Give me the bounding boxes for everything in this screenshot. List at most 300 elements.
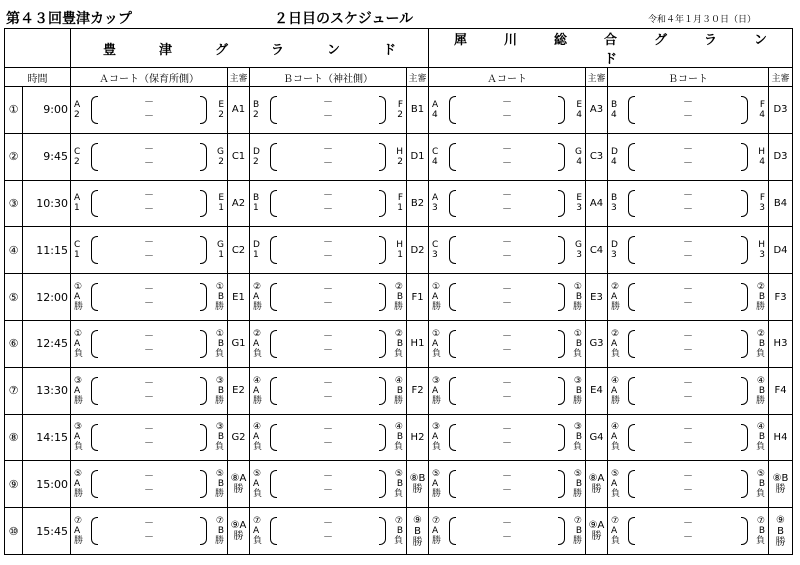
- away-team: [394, 516, 403, 546]
- away-team-line: 負: [214, 348, 224, 359]
- referee-code: G2: [231, 431, 246, 443]
- away-team-line: B: [396, 479, 403, 490]
- away-team-line: B: [575, 292, 582, 303]
- left-bracket: [91, 96, 98, 124]
- right-bracket: [558, 377, 565, 405]
- slot-time: 9:00: [23, 87, 71, 134]
- referee-cell: [228, 414, 250, 461]
- away-team-line: ①: [573, 328, 582, 339]
- score-entry: [144, 377, 154, 405]
- score-dash: －: [683, 298, 693, 310]
- away-team: [397, 100, 403, 120]
- away-team: [394, 469, 403, 499]
- away-team-line: ⑤: [394, 469, 403, 480]
- referee-code: E4: [590, 385, 603, 397]
- away-team-line: 勝: [572, 395, 582, 406]
- away-team: [759, 193, 765, 213]
- venue-char: 豊: [102, 42, 116, 58]
- right-bracket: [558, 470, 565, 498]
- slot-time: 15:45: [23, 508, 71, 555]
- away-team-line: 2: [397, 109, 403, 120]
- match-cell: [429, 320, 586, 367]
- referee-cell: [228, 133, 250, 180]
- match-cell: [429, 508, 586, 555]
- right-bracket: [741, 517, 748, 545]
- away-team: [215, 469, 224, 499]
- home-team-line: ①: [74, 328, 83, 339]
- home-team-line: ①: [432, 328, 441, 339]
- away-team-line: 負: [393, 536, 403, 547]
- match-cell: [429, 133, 586, 180]
- referee-code: C1: [231, 151, 246, 163]
- match-cell: [250, 180, 407, 227]
- away-team-line: 負: [214, 442, 224, 453]
- home-team: [74, 100, 80, 120]
- score-dash: －: [683, 204, 693, 216]
- right-bracket: [379, 424, 386, 452]
- away-team-line: ②: [394, 282, 403, 293]
- away-team-line: B: [758, 479, 765, 490]
- score-dash: －: [323, 96, 333, 108]
- score-dash: －: [144, 330, 154, 342]
- venue-char: 川: [503, 33, 517, 48]
- referee-code: B4: [773, 197, 788, 209]
- score-entry: [502, 423, 512, 451]
- left-bracket: [270, 470, 277, 498]
- score-entry: [323, 470, 333, 498]
- score-dash: －: [502, 96, 512, 108]
- slot-number: ②: [5, 133, 23, 180]
- referee-cell: [407, 227, 429, 274]
- home-team-line: 負: [611, 536, 621, 547]
- home-team-line: 勝: [253, 302, 263, 313]
- away-team: [215, 282, 224, 312]
- home-team: [74, 422, 83, 452]
- home-team-line: A: [432, 479, 439, 490]
- away-team-line: G: [217, 146, 224, 157]
- home-team-line: ③: [432, 422, 441, 433]
- home-team-line: 3: [432, 250, 438, 261]
- home-team-line: 3: [432, 203, 438, 214]
- score-entry: [502, 96, 512, 124]
- referee-code: H3: [773, 338, 788, 350]
- score-dash: －: [144, 438, 154, 450]
- slot-number: ⑧: [5, 414, 23, 461]
- match-cell: [71, 414, 228, 461]
- left-bracket: [449, 190, 456, 218]
- venue-char: 総: [553, 33, 567, 48]
- away-team: [394, 422, 403, 452]
- match-cell: [429, 180, 586, 227]
- right-bracket: [558, 330, 565, 358]
- referee-code: F2: [411, 385, 424, 397]
- home-team-line: 勝: [74, 489, 84, 500]
- score-dash: －: [323, 251, 333, 263]
- away-team-line: 勝: [572, 489, 582, 500]
- referee-code: 勝: [591, 531, 602, 543]
- home-team-line: A: [253, 385, 260, 396]
- right-bracket: [200, 377, 207, 405]
- away-team-line: B: [217, 338, 224, 349]
- score-entry: [683, 423, 693, 451]
- match-cell: [71, 180, 228, 227]
- right-bracket: [741, 96, 748, 124]
- score-dash: －: [144, 96, 154, 108]
- away-team-line: 負: [393, 348, 403, 359]
- score-dash: －: [323, 143, 333, 155]
- away-team-line: 負: [393, 489, 403, 500]
- away-team: [756, 376, 765, 406]
- home-team-line: ⑤: [611, 469, 620, 480]
- away-team-line: B: [396, 385, 403, 396]
- right-bracket: [379, 517, 386, 545]
- slot-number: ⑨: [5, 461, 23, 508]
- referee-cell: [769, 227, 793, 274]
- score-dash: －: [323, 391, 333, 403]
- home-team-line: A: [253, 526, 260, 537]
- home-team: [253, 329, 262, 359]
- score-dash: －: [502, 143, 512, 155]
- slot-time: 15:00: [23, 461, 71, 508]
- score-dash: －: [502, 190, 512, 202]
- score-dash: －: [502, 485, 512, 497]
- home-team-line: A: [611, 385, 618, 396]
- away-team-line: ②: [394, 328, 403, 339]
- left-bracket: [628, 96, 635, 124]
- left-bracket: [449, 143, 456, 171]
- left-bracket: [91, 330, 98, 358]
- match-cell: [608, 367, 769, 414]
- referee-code: B: [777, 525, 784, 537]
- score-entry: [144, 236, 154, 264]
- left-bracket: [628, 377, 635, 405]
- schedule-table: [4, 28, 793, 555]
- left-bracket: [270, 424, 277, 452]
- home-team-line: D: [253, 146, 260, 157]
- away-team-line: F: [759, 99, 765, 110]
- away-team-line: F: [759, 193, 765, 204]
- left-bracket: [449, 236, 456, 264]
- referee-cell: [586, 508, 608, 555]
- home-team-line: ④: [611, 422, 620, 433]
- match-cell: [250, 274, 407, 321]
- away-team-line: 4: [759, 109, 765, 120]
- left-bracket: [449, 424, 456, 452]
- score-entry: [323, 143, 333, 171]
- score-entry: [502, 283, 512, 311]
- home-team-line: 負: [611, 348, 621, 359]
- home-team-line: A: [74, 338, 81, 349]
- home-team-line: A: [74, 292, 81, 303]
- match-cell: [608, 320, 769, 367]
- score-entry: [144, 517, 154, 545]
- time-slot-row: [5, 227, 793, 274]
- home-team: [74, 469, 83, 499]
- home-team-line: A: [611, 432, 618, 443]
- away-team: [215, 329, 224, 359]
- time-slot-row: [5, 180, 793, 227]
- home-team: [611, 376, 620, 406]
- home-team-line: C: [74, 240, 81, 251]
- home-team-line: 勝: [611, 395, 621, 406]
- score-dash: －: [144, 471, 154, 483]
- away-team-line: ⑦: [394, 516, 403, 527]
- right-bracket: [200, 143, 207, 171]
- match-cell: [429, 87, 586, 134]
- match-cell: [71, 461, 228, 508]
- score-dash: －: [502, 110, 512, 122]
- away-team-line: B: [575, 385, 582, 396]
- away-team-line: 勝: [572, 536, 582, 547]
- score-dash: －: [144, 424, 154, 436]
- referee-code: B: [414, 525, 421, 537]
- referee-code: A3: [589, 104, 604, 116]
- away-team-line: ⑤: [573, 469, 582, 480]
- away-team: [573, 282, 582, 312]
- score-dash: －: [683, 344, 693, 356]
- away-team-line: 3: [759, 250, 765, 261]
- home-team-line: 4: [432, 156, 438, 167]
- home-team-line: ②: [611, 328, 620, 339]
- score-entry: [502, 377, 512, 405]
- home-team-line: B: [253, 99, 260, 110]
- away-team-line: B: [575, 526, 582, 537]
- home-team-line: A: [253, 432, 260, 443]
- score-dash: －: [323, 532, 333, 544]
- venue-char: ン: [326, 42, 340, 58]
- referee-cell: [586, 133, 608, 180]
- score-dash: －: [502, 284, 512, 296]
- home-team-line: ③: [74, 422, 83, 433]
- score-entry: [683, 517, 693, 545]
- referee-cell: [586, 320, 608, 367]
- score-dash: －: [144, 518, 154, 530]
- home-team-line: ④: [253, 375, 262, 386]
- left-bracket: [449, 330, 456, 358]
- away-team: [573, 376, 582, 406]
- referee-code: D2: [410, 244, 425, 256]
- home-team-line: 勝: [74, 302, 84, 313]
- right-bracket: [379, 283, 386, 311]
- away-team-line: B: [575, 479, 582, 490]
- referee-code: G3: [589, 338, 604, 350]
- home-team-line: B: [253, 193, 260, 204]
- score-dash: －: [323, 190, 333, 202]
- venue-char: ド: [603, 52, 617, 67]
- left-bracket: [91, 283, 98, 311]
- away-team-line: E: [218, 193, 224, 204]
- away-team: [576, 193, 582, 213]
- home-team-line: A: [253, 479, 260, 490]
- left-bracket: [449, 470, 456, 498]
- referee-code: G1: [231, 338, 246, 350]
- referee-cell: [769, 508, 793, 555]
- right-bracket: [200, 190, 207, 218]
- left-bracket: [270, 517, 277, 545]
- away-team-line: 勝: [214, 302, 224, 313]
- referee-code: ⑨: [413, 514, 422, 526]
- away-team-line: B: [575, 338, 582, 349]
- referee-cell: [407, 274, 429, 321]
- away-team-line: B: [758, 526, 765, 537]
- left-bracket: [91, 424, 98, 452]
- away-team-line: ①: [573, 282, 582, 293]
- away-team-line: 2: [218, 156, 224, 167]
- left-bracket: [91, 517, 98, 545]
- score-entry: [683, 143, 693, 171]
- home-team: [253, 376, 262, 406]
- left-bracket: [270, 377, 277, 405]
- away-team-line: 3: [576, 250, 582, 261]
- home-team-line: D: [611, 240, 618, 251]
- match-cell: [71, 508, 228, 555]
- right-bracket: [200, 424, 207, 452]
- score-entry: [683, 330, 693, 358]
- match-cell: [71, 87, 228, 134]
- home-team: [611, 100, 617, 120]
- home-team-line: 1: [253, 250, 259, 261]
- away-team-line: 4: [576, 156, 582, 167]
- home-team-line: ③: [432, 375, 441, 386]
- time-slot-row: [5, 508, 793, 555]
- score-dash: －: [502, 237, 512, 249]
- referee-cell: [407, 320, 429, 367]
- home-team-line: 勝: [432, 302, 442, 313]
- away-team-line: ①: [215, 282, 224, 293]
- away-team-line: ⑤: [756, 469, 765, 480]
- home-team-line: D: [611, 146, 618, 157]
- match-cell: [429, 274, 586, 321]
- home-team-line: A: [611, 292, 618, 303]
- referee-cell: [407, 414, 429, 461]
- home-team: [74, 329, 83, 359]
- score-dash: －: [323, 330, 333, 342]
- away-team-line: ⑦: [756, 516, 765, 527]
- referee-code: C3: [589, 151, 604, 163]
- away-team: [573, 422, 582, 452]
- home-team: [432, 469, 441, 499]
- score-dash: －: [323, 471, 333, 483]
- left-bracket: [270, 283, 277, 311]
- home-team: [74, 147, 80, 167]
- referee-cell: [769, 274, 793, 321]
- away-team-line: G: [575, 240, 582, 251]
- score-dash: －: [683, 438, 693, 450]
- away-team-line: B: [396, 432, 403, 443]
- away-team-line: B: [396, 292, 403, 303]
- away-team-line: 勝: [755, 395, 765, 406]
- venue-char: グ: [214, 42, 228, 58]
- score-entry: [144, 423, 154, 451]
- match-cell: [608, 461, 769, 508]
- referee-code: C4: [589, 244, 604, 256]
- score-entry: [502, 189, 512, 217]
- column-header-row: [5, 68, 793, 87]
- court-b2-header: Ｂコート: [608, 68, 769, 87]
- right-bracket: [741, 143, 748, 171]
- home-team: [253, 282, 262, 312]
- match-cell: [250, 461, 407, 508]
- away-team-line: 1: [218, 250, 224, 261]
- away-team-line: G: [217, 240, 224, 251]
- home-team-line: C: [432, 240, 439, 251]
- referee-code: D3: [773, 104, 788, 116]
- home-team: [74, 240, 80, 260]
- score-dash: －: [502, 377, 512, 389]
- score-entry: [683, 96, 693, 124]
- referee-header: 主審: [769, 68, 793, 87]
- score-entry: [144, 330, 154, 358]
- slot-time: 9:45: [23, 133, 71, 180]
- venue-char: ラ: [703, 33, 717, 48]
- venue-char: 合: [603, 33, 617, 48]
- venue-toyotsu-ground: [71, 29, 429, 68]
- left-bracket: [270, 143, 277, 171]
- referee-code: ⑨A: [588, 520, 605, 532]
- home-team: [253, 422, 262, 452]
- match-cell: [250, 133, 407, 180]
- away-team-line: 4: [576, 109, 582, 120]
- match-cell: [250, 320, 407, 367]
- home-team: [432, 422, 441, 452]
- score-dash: －: [502, 424, 512, 436]
- home-team-line: 勝: [611, 302, 621, 313]
- home-team-line: 負: [74, 442, 84, 453]
- match-cell: [71, 133, 228, 180]
- away-team-line: B: [217, 526, 224, 537]
- home-team-line: B: [611, 99, 618, 110]
- away-team-line: G: [575, 146, 582, 157]
- home-team-line: ⑦: [611, 516, 620, 527]
- referee-cell: [586, 461, 608, 508]
- away-team: [575, 240, 582, 260]
- referee-code: E2: [232, 385, 245, 397]
- away-team: [573, 516, 582, 546]
- home-team-line: 負: [432, 442, 442, 453]
- slot-time: 13:30: [23, 367, 71, 414]
- away-team: [217, 147, 224, 167]
- score-entry: [323, 283, 333, 311]
- home-team: [611, 193, 617, 213]
- referee-code: B2: [410, 197, 425, 209]
- score-entry: [323, 423, 333, 451]
- away-team: [396, 240, 403, 260]
- slot-number: ⑦: [5, 367, 23, 414]
- right-bracket: [741, 283, 748, 311]
- away-team-line: ③: [215, 375, 224, 386]
- score-dash: －: [502, 391, 512, 403]
- score-entry: [683, 470, 693, 498]
- score-entry: [683, 236, 693, 264]
- home-team: [432, 282, 441, 312]
- score-dash: －: [144, 157, 154, 169]
- referee-code: 勝: [775, 484, 786, 496]
- left-bracket: [270, 96, 277, 124]
- home-team-line: A: [432, 526, 439, 537]
- right-bracket: [379, 96, 386, 124]
- away-team-line: 負: [572, 348, 582, 359]
- home-team-line: 2: [253, 109, 259, 120]
- slot-number: ⑥: [5, 320, 23, 367]
- away-team-line: H: [758, 146, 765, 157]
- away-team-line: ⑦: [215, 516, 224, 527]
- match-cell: [429, 414, 586, 461]
- score-entry: [683, 377, 693, 405]
- away-team: [575, 147, 582, 167]
- score-entry: [683, 189, 693, 217]
- home-team-line: 2: [74, 156, 80, 167]
- referee-cell: [228, 274, 250, 321]
